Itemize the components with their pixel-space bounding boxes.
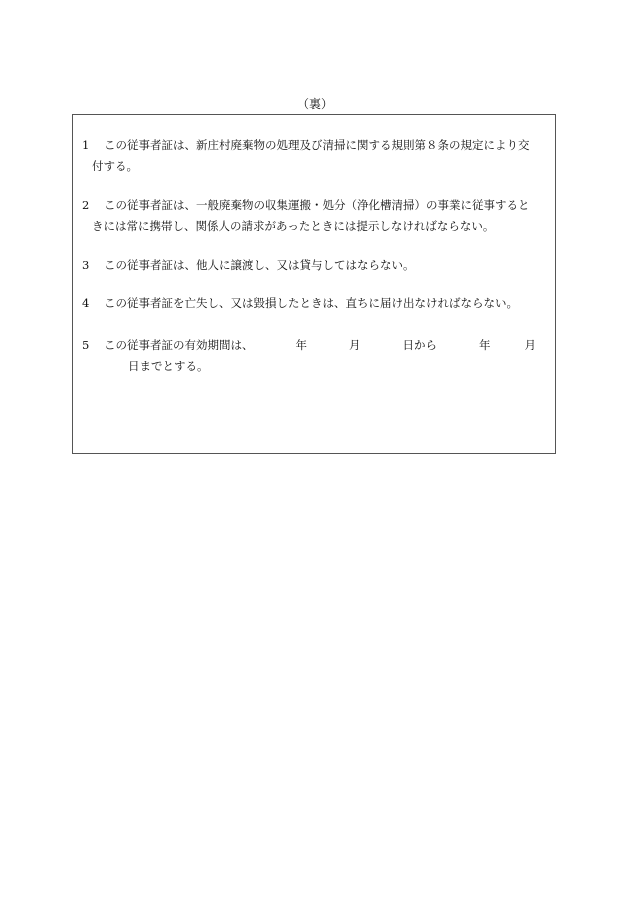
- validity-end-day: 日までとする。: [128, 359, 209, 373]
- validity-period-prefix: この従事者証の有効期間は、: [104, 338, 254, 352]
- clause-number: 2: [82, 198, 90, 212]
- clause-number: 5: [82, 338, 90, 352]
- clause-text-line: この従事者証は、新庄村廃棄物の処理及び清掃に関する規則第８条の規定により交: [104, 138, 530, 152]
- clause-text-continuation: 付する。: [92, 159, 138, 173]
- clause-text-line: この従事者証は、他人に譲渡し、又は貸与してはならない。: [104, 258, 415, 272]
- certificate-back-card: [72, 114, 556, 454]
- clause-text-line: この従事者証を亡失し、又は毀損したときは、直ちに届け出なければならない。: [104, 296, 518, 310]
- validity-start-year: 年: [295, 338, 307, 352]
- back-side-heading: （裏）: [296, 97, 333, 111]
- clause-text-line: この従事者証は、一般廃棄物の収集運搬・処分（浄化槽清掃）の事業に従事すると: [104, 198, 530, 212]
- validity-end-year: 年: [479, 338, 491, 352]
- clause-number: 1: [82, 138, 90, 152]
- clause-number: 3: [82, 258, 90, 272]
- clause-2: [82, 195, 552, 237]
- clause-5: [82, 335, 552, 377]
- validity-start-month: 月: [349, 338, 361, 352]
- clause-1: [82, 135, 552, 177]
- clause-number: 4: [82, 296, 90, 310]
- validity-end-month: 月: [524, 338, 536, 352]
- validity-start-day: 日から: [402, 338, 437, 352]
- clause-text-continuation: きには常に携帯し、関係人の請求があったときには提示しなければならない。: [92, 219, 495, 233]
- clause-3: [82, 255, 552, 276]
- clause-4: [82, 293, 552, 314]
